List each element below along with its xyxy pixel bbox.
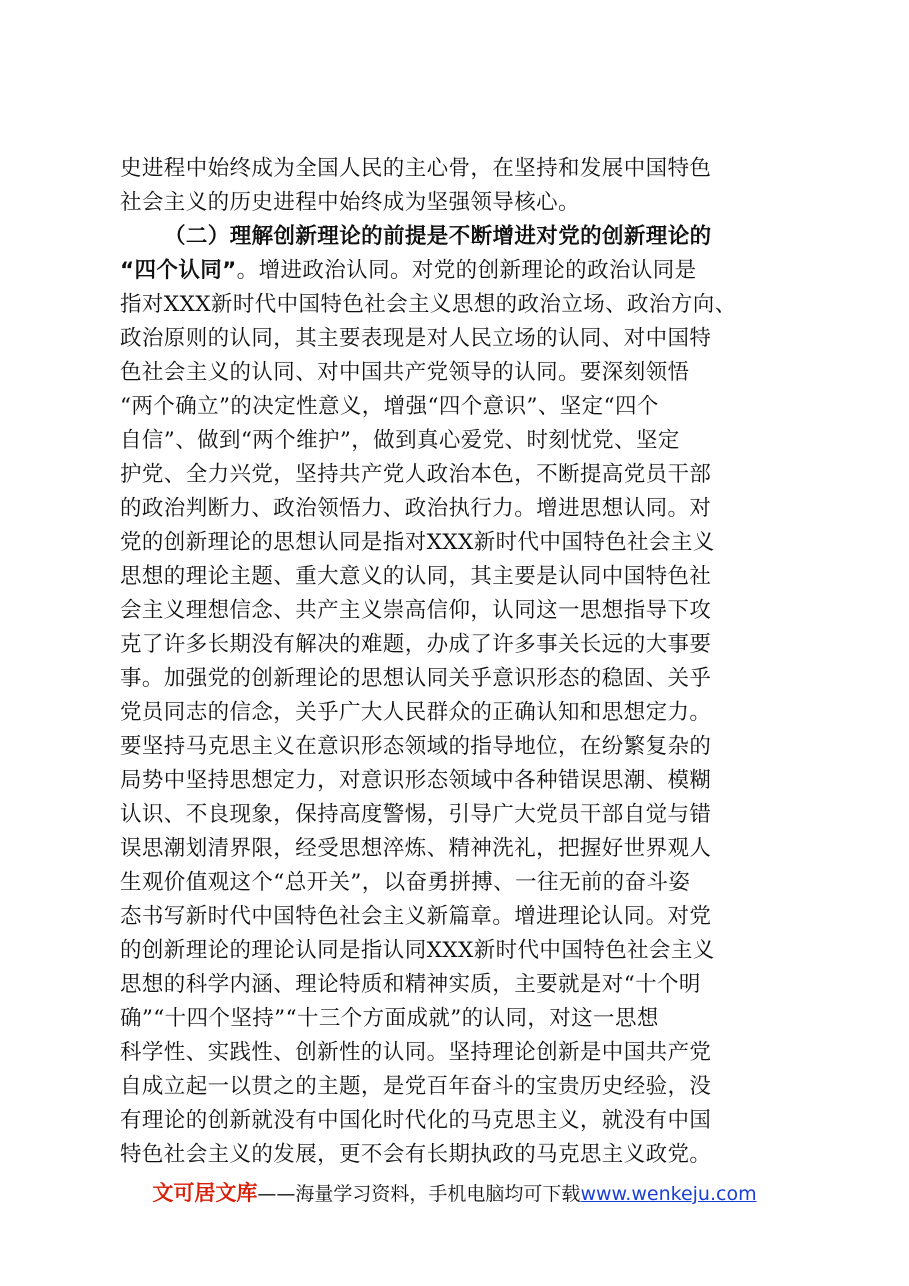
text-line: 要坚持马克思主义在意识形态领域的指导地位，在纷繁复杂的 — [120, 734, 712, 759]
text-line: 事。加强党的创新理论的思想认同关乎意识形态的稳固、关乎 — [120, 666, 712, 691]
text-line: 态书写新时代中国特色社会主义新篇章。增进理论认同。对党 — [120, 904, 712, 929]
section-heading: （二）理解创新理论的前提是不断增进对党的创新理论的 — [164, 224, 712, 249]
text-line: 有理论的创新就没有中国化时代化的马克思主义，就没有中国 — [120, 1108, 712, 1133]
text-line: 指对XXX新时代中国特色社会主义思想的政治立场、政治方向、 — [120, 292, 737, 317]
text-line: 生观价值观这个“总开关”，以奋勇拼搏、一往无前的奋斗姿 — [120, 870, 691, 895]
text-line: 色社会主义的认同、对中国共产党领导的认同。要深刻领悟 — [120, 360, 690, 385]
text-line: 思想的理论主题、重大意义的认同，其主要是认同中国特色社 — [120, 564, 712, 589]
text-line: 的创新理论的理论认同是指认同XXX新时代中国特色社会主义 — [120, 938, 715, 963]
website-link[interactable]: www.wenkeju.com — [580, 1183, 757, 1205]
text-span: 。增进政治认同。对党的创新理论的政治认同是 — [236, 258, 697, 283]
text-line: 的政治判断力、政治领悟力、政治执行力。增进思想认同。对 — [120, 496, 712, 521]
text-line — [120, 254, 800, 288]
text-line: 自成立起一以贯之的主题，是党百年奋斗的宝贵历史经验，没 — [120, 1074, 712, 1099]
section-heading-continued: “四个认同” — [120, 258, 237, 283]
text-line: 史进程中始终成为全国人民的主心骨，在坚持和发展中国特色 — [120, 156, 712, 181]
text-line: 科学性、实践性、创新性的认同。坚持理论创新是中国共产党 — [120, 1040, 712, 1065]
brand-name: 文可居文库 — [152, 1181, 258, 1205]
document-body — [120, 152, 800, 1172]
text-line: 护党、全力兴党，坚持共产党人政治本色，不断提高党员干部 — [120, 462, 712, 487]
text-line: 党员同志的信念，关乎广大人民群众的正确认知和思想定力。 — [120, 700, 712, 725]
text-line: 特色社会主义的发展，更不会有长期执政的马克思主义政党。 — [120, 1142, 712, 1167]
text-line: 自信”、做到“两个维护”，做到真心爱党、时刻忧党、坚定 — [120, 428, 680, 453]
text-line: 党的创新理论的思想认同是指对XXX新时代中国特色社会主义 — [120, 530, 715, 555]
footer-tagline: ——海量学习资料，手机电脑均可下载 — [257, 1183, 581, 1205]
text-line: 思想的科学内涵、理论特质和精神实质，主要就是对“十个明 — [120, 972, 701, 997]
footer-banner — [0, 1178, 909, 1209]
text-line: 确”“十四个坚持”“十三个方面成就”的认同，对这一思想 — [120, 1006, 659, 1031]
text-line: “两个确立”的决定性意义，增强“四个意识”、坚定“四个 — [120, 394, 659, 419]
text-line: 误思潮划清界限，经受思想淬炼、精神洗礼，把握好世界观人 — [120, 836, 712, 861]
text-line: 社会主义的历史进程中始终成为坚强领导核心。 — [120, 190, 580, 215]
text-line: 会主义理想信念、共产主义崇高信仰，认同这一思想指导下攻 — [120, 598, 712, 623]
text-line: 政治原则的认同，其主要表现是对人民立场的认同、对中国特 — [120, 326, 712, 351]
text-line: 克了许多长期没有解决的难题，办成了许多事关长远的大事要 — [120, 632, 712, 657]
text-line: 局势中坚持思想定力，对意识形态领域中各种错误思潮、模糊 — [120, 768, 712, 793]
text-line: 认识、不良现象，保持高度警惕，引导广大党员干部自觉与错 — [120, 802, 712, 827]
